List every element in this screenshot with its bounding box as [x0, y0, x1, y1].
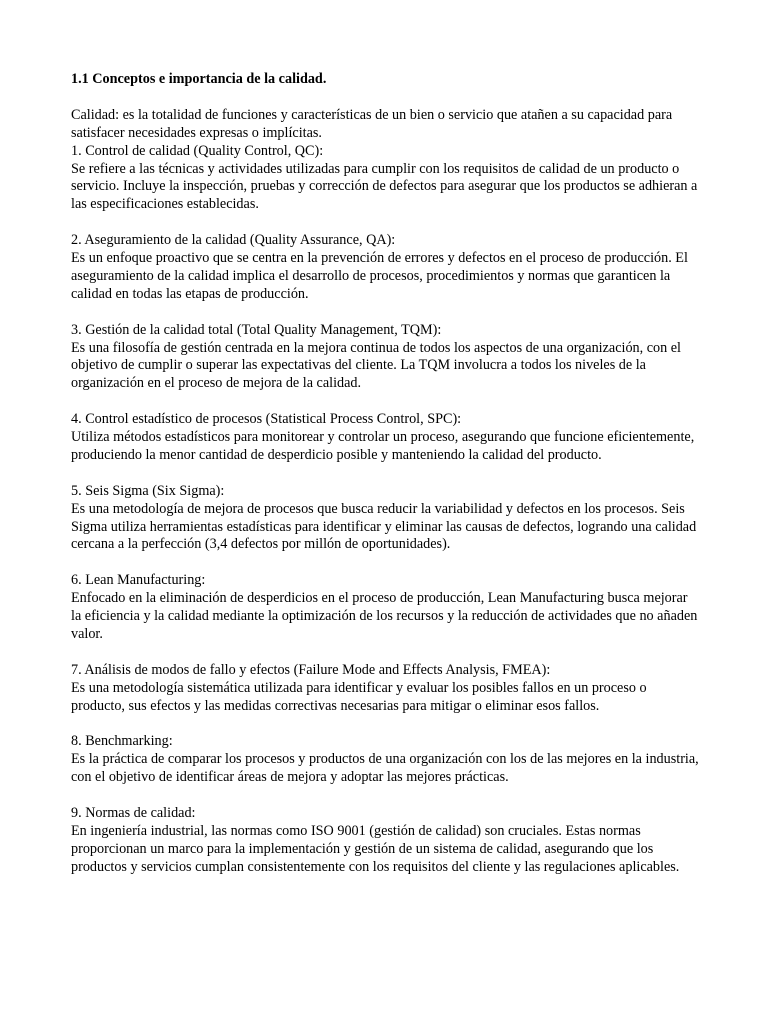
section-body: Enfocado en la eliminación de desperdicios en el proceso de producción, Lean Manufacturing busca mejorar la eficiencia y la calidad mediante la optimización de los recursos y la reducción de actividades que no añaden valor. [71, 590, 698, 642]
section-heading: 9. Normas de calidad: [71, 805, 196, 822]
section-body: En ingeniería industrial, las normas como ISO 9001 (gestión de calidad) son cruciales. Estas normas proporcionan un marco para la implementación y gestión de un sistema de calidad, asegurando que los productos y servicios cumplan consistentemente con los requisitos del cliente y las regulaciones aplicables. [71, 822, 680, 875]
section-body: Es una filosofía de gestión centrada en la mejora continua de todos los aspectos de una organización, con el objetivo de cumplir o superar las expectativas del cliente. La TQM involucra a todos los niveles de la organización en el proceso de mejora de la calidad. [71, 339, 681, 392]
section-heading: 5. Seis Sigma (Six Sigma): [71, 482, 225, 499]
section-body: Es la práctica de comparar los procesos y productos de una organización con los de las mejores en la industria, con el objetivo de identificar áreas de mejora y adoptar las mejores prácticas. [71, 751, 699, 786]
document-page [71, 71, 701, 895]
document-title: 1.1 Conceptos e importancia de la calidad. [71, 71, 327, 87]
section-fmea [71, 662, 701, 716]
section-quality-control [71, 143, 701, 215]
section-total-quality-management [71, 322, 701, 394]
section-benchmarking [71, 733, 701, 787]
section-heading: 1. Control de calidad (Quality Control, QC): [71, 142, 324, 159]
section-body: Es una metodología sistemática utilizada para identificar y evaluar los posibles fallos en un proceso o producto, sus efectos y las medidas correctivas necesarias para mitigar o eliminar esos fallos. [71, 679, 647, 714]
section-six-sigma [71, 483, 701, 555]
section-body: Es una metodología de mejora de procesos que busca reducir la variabilidad y defectos en los procesos. Seis Sigma utiliza herramientas estadísticas para identificar y eliminar las causas de defectos, logrando una calidad cercana a la perfección (3,4 defectos por millón de oportunidades). [71, 500, 697, 553]
section-heading: 6. Lean Manufacturing: [71, 572, 206, 589]
section-body: Es un enfoque proactivo que se centra en la prevención de errores y defectos en el proceso de producción. El aseguramiento de la calidad implica el desarrollo de procesos, procedimientos y normas que garanticen la calidad en todas las etapas de producción. [71, 250, 688, 302]
section-lean-manufacturing [71, 572, 701, 644]
section-quality-standards [71, 805, 701, 877]
section-quality-assurance [71, 232, 701, 304]
section-heading: 7. Análisis de modos de fallo y efectos (Failure Mode and Effects Analysis, FMEA): [71, 661, 551, 678]
section-body: Utiliza métodos estadísticos para monitorear y controlar un proceso, asegurando que funcione eficientemente, produciendo la menor cantidad de desperdicio posible y manteniendo la calidad del producto. [71, 429, 695, 463]
section-statistical-process-control [71, 411, 701, 465]
section-body: Se refiere a las técnicas y actividades utilizadas para cumplir con los requisitos de calidad de un producto o servicio. Incluye la inspección, pruebas y corrección de defectos para asegurar que los productos se adhieran a las especificaciones establecidas. [71, 160, 698, 213]
section-heading: 2. Aseguramiento de la calidad (Quality Assurance, QA): [71, 232, 396, 249]
section-heading: 4. Control estadístico de procesos (Statistical Process Control, SPC): [71, 411, 462, 428]
section-heading: 8. Benchmarking: [71, 733, 173, 750]
intro-paragraph: Calidad: es la totalidad de funciones y características de un bien o servicio que atañen a su capacidad para satisfacer necesidades expresas o implícitas. [71, 106, 673, 141]
section-heading: 3. Gestión de la calidad total (Total Quality Management, TQM): [71, 321, 442, 338]
